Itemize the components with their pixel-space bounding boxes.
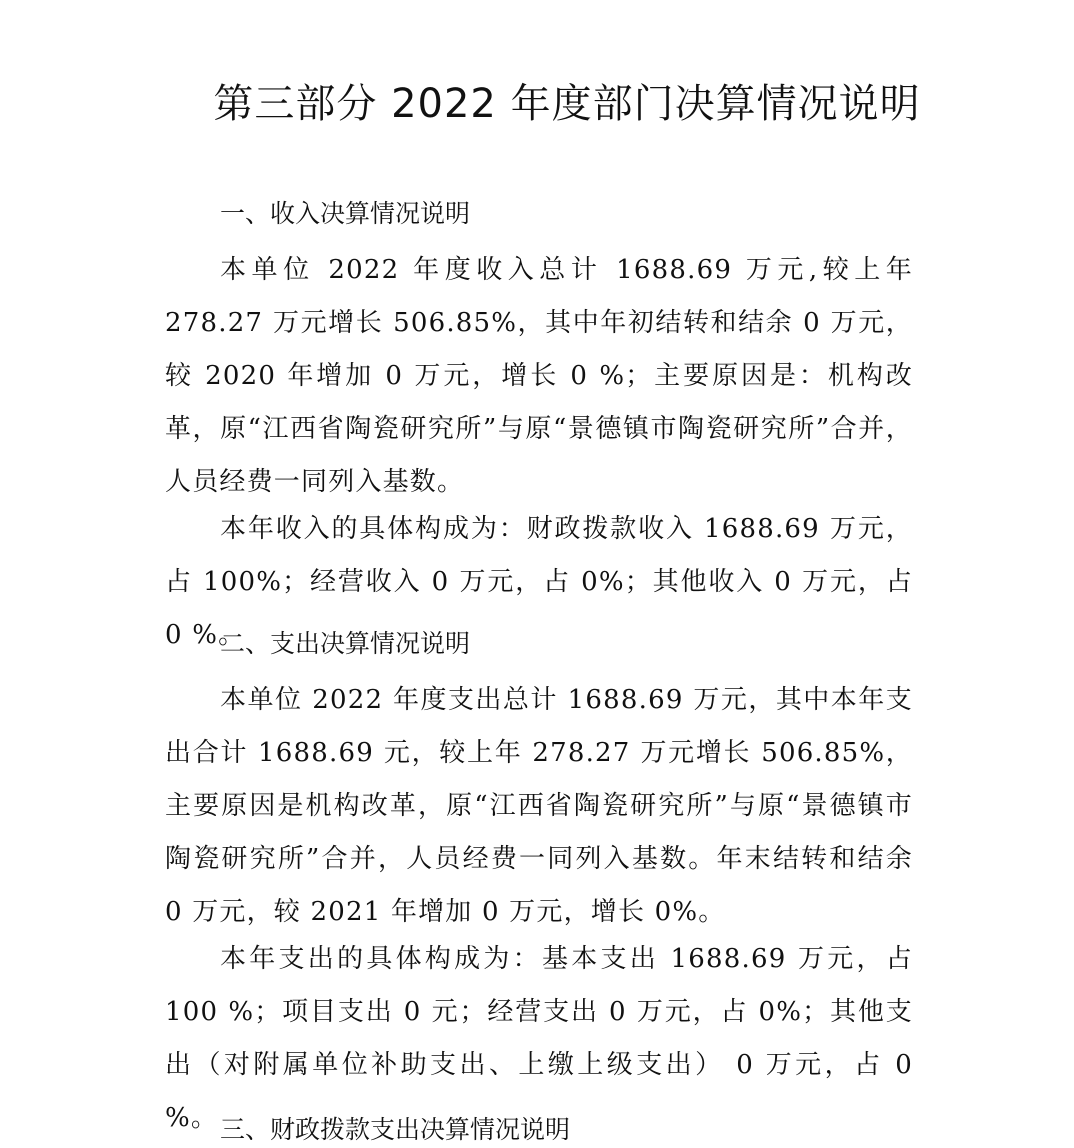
section-heading-fiscal-expenditure: 三、财政拨款支出决算情况说明 <box>220 1115 571 1144</box>
section-heading-expenditure: 二、支出决算情况说明 <box>220 629 471 658</box>
expenditure-composition-paragraph: 本年支出的具体构成为：基本支出 1688.69 万元，占 100 %；项目支出 0 元；经营支出 0 万元，占 0%；其他支出（对附属单位补助支出、上缴上级支出） 0 万元，占 0 %。 <box>165 944 913 1133</box>
income-total-paragraph: 本单位 2022 年度收入总计 1688.69 万元,较上年 278.27 万元增长 506.85%，其中年初结转和结余 0 万元，较 2020 年增加 0 万元，增长 0 %；主要原因是：机构改革，原“江西省陶瓷研究所”与原“景德镇市陶瓷研究所”合并，人员经费一同列入基数。 <box>165 255 913 497</box>
expenditure-total-paragraph: 本单位 2022 年度支出总计 1688.69 万元，其中本年支出合计 1688.69 元，较上年 278.27 万元增长 506.85%，主要原因是机构改革，原“江西省陶瓷研究所”与原“景德镇市陶瓷研究所”合并，人员经费一同列入基数。年末结转和结余 0 万元，较 2021 年增加 0 万元，增长 0%。 <box>165 685 913 927</box>
section-heading-income: 一、收入决算情况说明 <box>220 199 471 228</box>
income-composition-paragraph: 本年收入的具体构成为：财政拨款收入 1688.69 万元，占 100%；经营收入 0 万元，占 0%；其他收入 0 万元，占 0 %。 <box>165 514 913 650</box>
page-title: 第三部分 2022 年度部门决算情况说明 <box>213 81 921 127</box>
